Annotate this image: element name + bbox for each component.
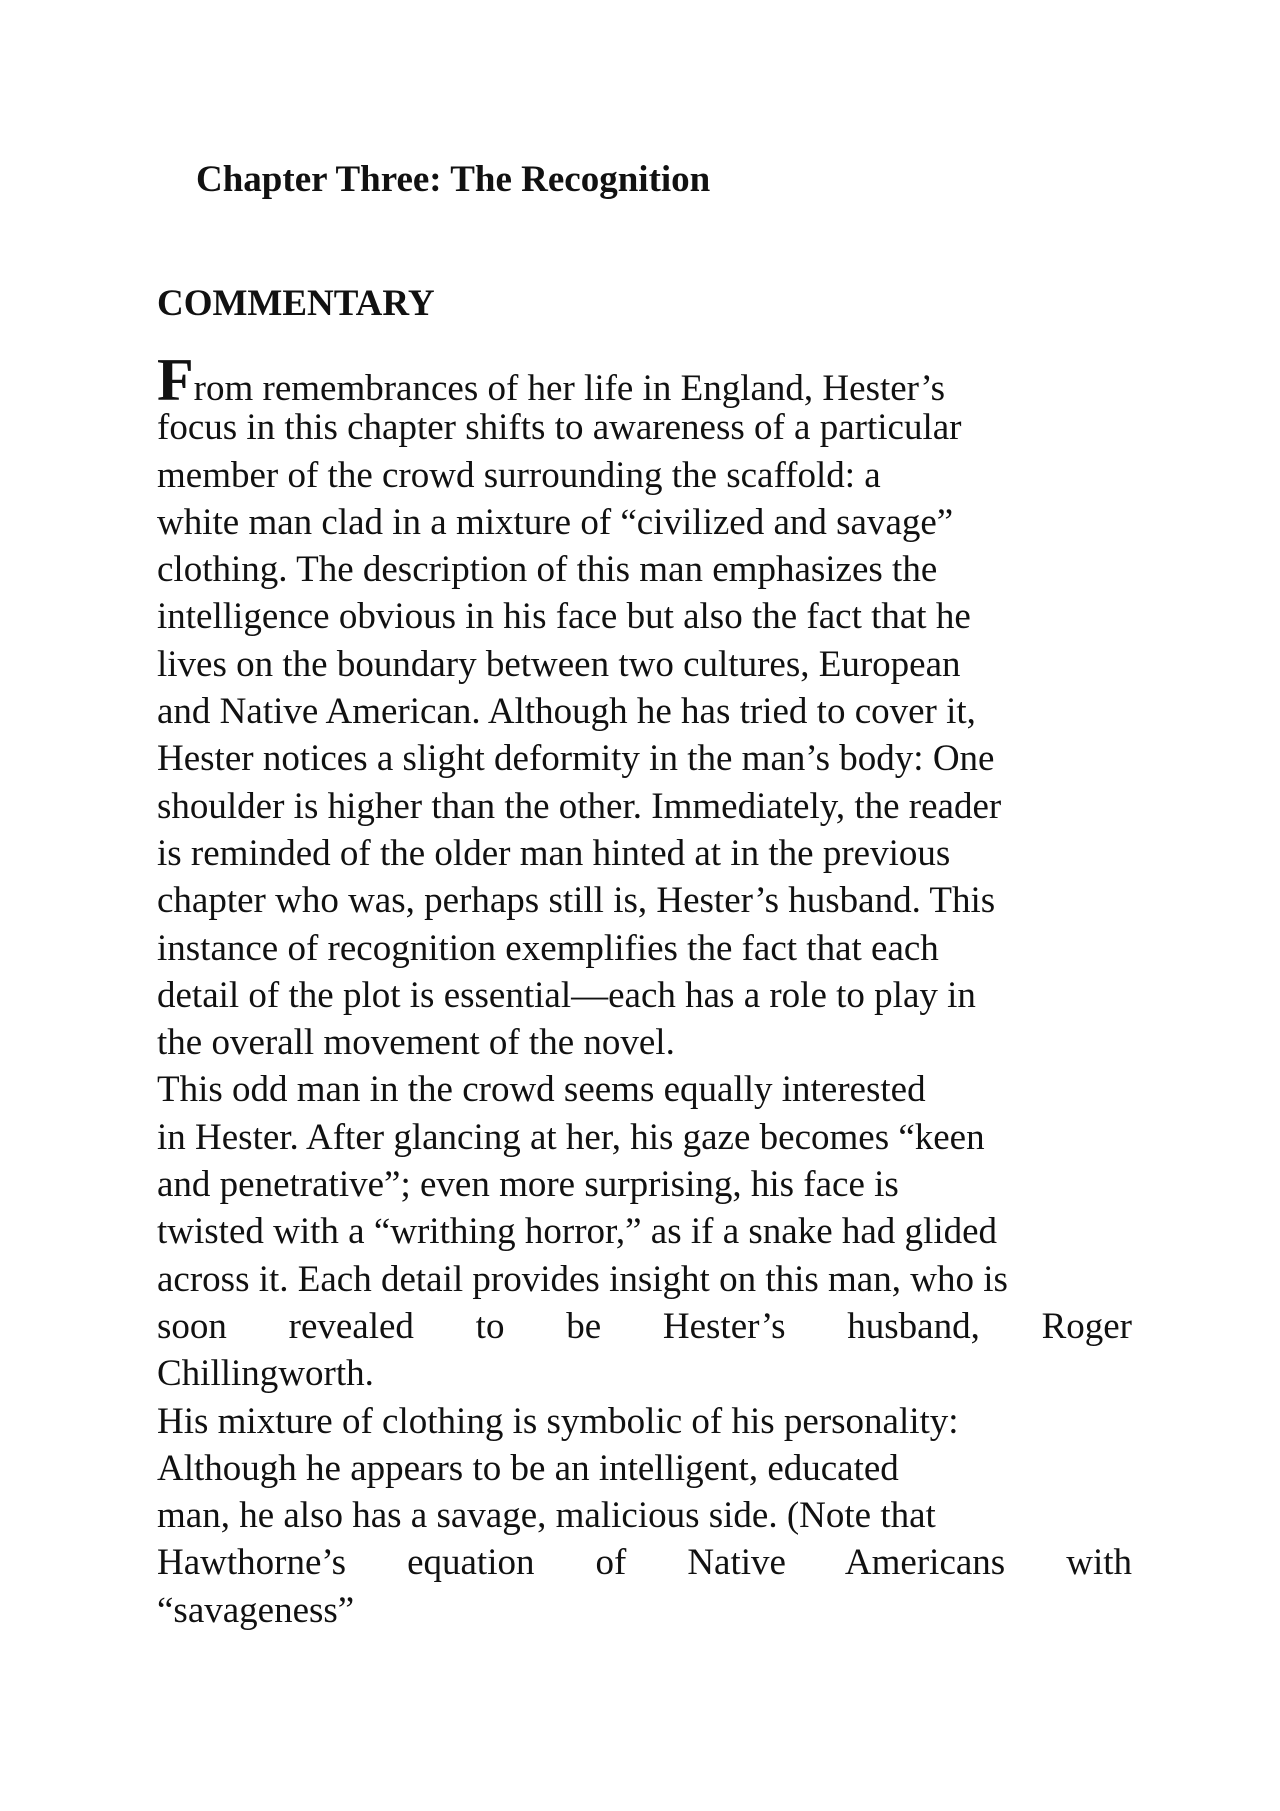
text-line: Although he appears to be an intelligent, educated bbox=[157, 1447, 899, 1489]
text-line: white man clad in a mixture of “civilized and savage” bbox=[157, 501, 954, 543]
text-line: His mixture of clothing is symbolic of his personality: bbox=[157, 1400, 959, 1442]
text-line: the overall movement of the novel. bbox=[157, 1022, 675, 1064]
text-line-justified: soon revealed to be Hester’s husband, Roger bbox=[157, 1305, 1132, 1347]
drop-cap: F bbox=[157, 347, 194, 413]
commentary-body bbox=[157, 347, 1132, 1634]
text-line: focus in this chapter shifts to awareness of a particular bbox=[157, 407, 962, 449]
text-line: detail of the plot is essential—each has a role to play in bbox=[157, 974, 976, 1016]
text-line: intelligence obvious in his face but also the fact that he bbox=[157, 596, 971, 638]
text-line: This odd man in the crowd seems equally interested bbox=[157, 1069, 926, 1111]
text-line-justified: Hawthorne’s equation of Native Americans with bbox=[157, 1542, 1132, 1584]
text-line: twisted with a “writhing horror,” as if a snake had glided bbox=[157, 1211, 998, 1253]
text-line: in Hester. After glancing at her, his gaze becomes “keen bbox=[157, 1116, 985, 1158]
text-line: clothing. The description of this man emphasizes the bbox=[157, 549, 938, 591]
section-heading: COMMENTARY bbox=[157, 283, 435, 324]
text-line: is reminded of the older man hinted at in the previous bbox=[157, 832, 951, 874]
text-line: chapter who was, perhaps still is, Hester’s husband. This bbox=[157, 880, 996, 922]
text-line-1-rest: rom remembrances of her life in England, Hester’s bbox=[193, 368, 946, 409]
text-line: and Native American. Although he has tried to cover it, bbox=[157, 691, 976, 733]
text-line: Chillingworth. bbox=[157, 1353, 374, 1395]
text-line: “savageness” bbox=[157, 1589, 355, 1631]
text-line: Hester notices a slight deformity in the man’s body: One bbox=[157, 738, 995, 780]
text-line: and penetrative”; even more surprising, his face is bbox=[157, 1164, 899, 1206]
text-line-1 bbox=[157, 347, 1132, 413]
chapter-title: Chapter Three: The Recognition bbox=[196, 159, 711, 200]
text-line: shoulder is higher than the other. Immediately, the reader bbox=[157, 785, 1002, 827]
text-line: member of the crowd surrounding the scaffold: a bbox=[157, 454, 881, 496]
text-line: man, he also has a savage, malicious side. (Note that bbox=[157, 1495, 936, 1537]
text-line: lives on the boundary between two cultures, European bbox=[157, 643, 961, 685]
text-line: instance of recognition exemplifies the fact that each bbox=[157, 927, 939, 969]
text-line: across it. Each detail provides insight on this man, who is bbox=[157, 1258, 1008, 1300]
